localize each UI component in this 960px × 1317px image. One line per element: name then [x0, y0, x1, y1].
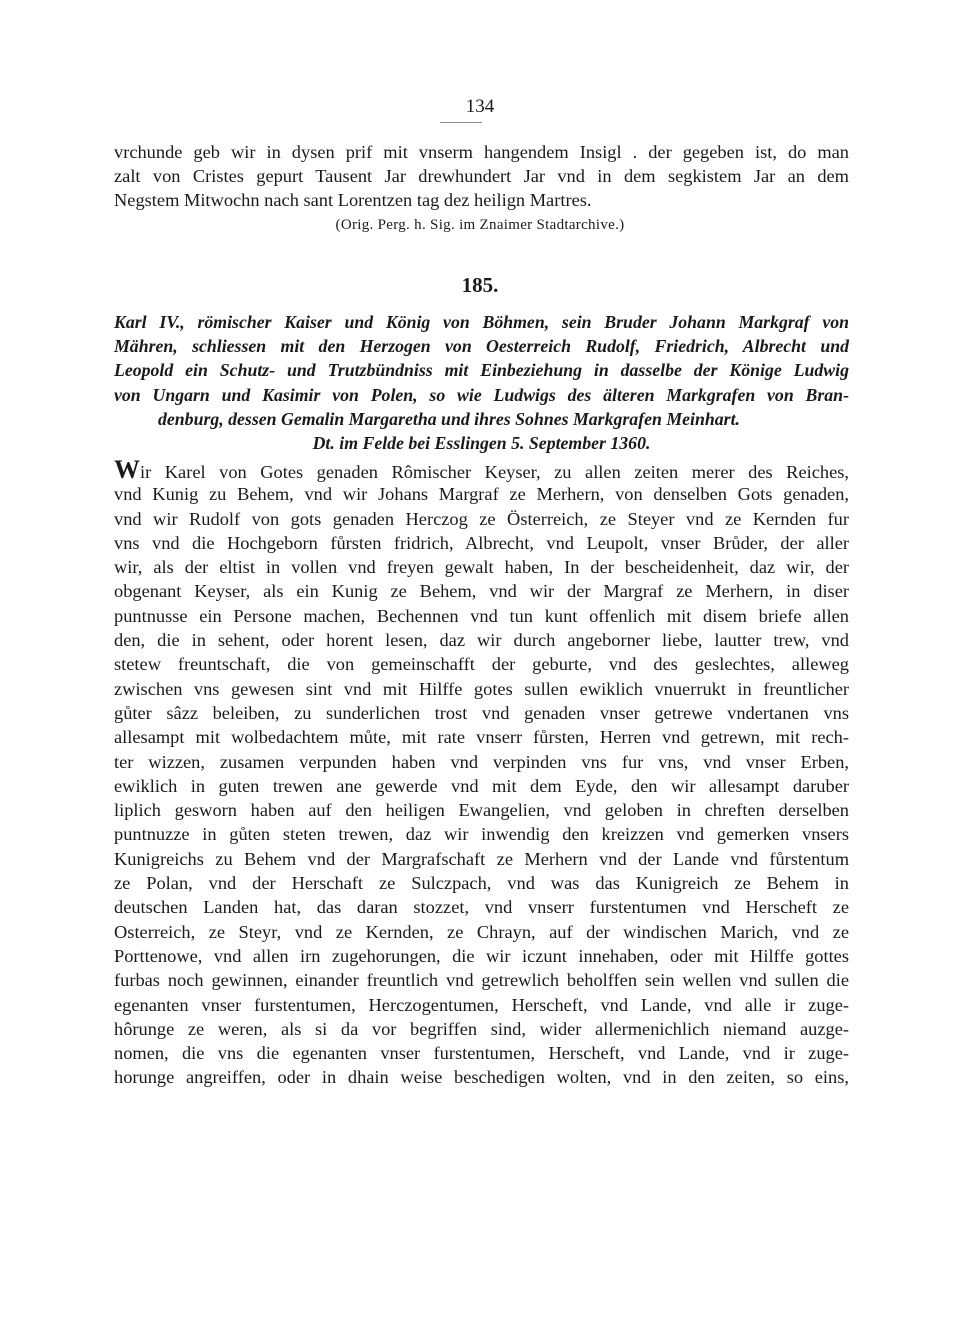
regest-summary: [114, 310, 849, 455]
body-line: Porttenowe, vnd allen irn zugehorungen, die wir iczunt innehaben, oder mit Hilffe gottes: [114, 945, 849, 966]
regest-date-line: Dt. im Felde bei Esslingen 5. September 1360.: [312, 432, 651, 453]
body-line: vnd wir Rudolf von gots genaden Herczog ze Österreich, ze Steyer vnd ze Kernden fur: [114, 508, 849, 529]
body-line: hôrunge ze weren, als si da vor begriffen sind, wider allermenichlich niemand auzge-: [114, 1018, 849, 1039]
body-line: deutschen Landen hat, das daran stozzet, vnd vnserr furstentumen vnd Herscheft ze: [114, 897, 849, 918]
body-line: puntnuzze in gůten steten trewen, daz wir inwendig den kreizzen vnd gemerken vnsers: [114, 824, 849, 845]
charter-body: [114, 455, 849, 1090]
body-line: wir, als der eltist in vollen vnd freyen gewalt haben, In der bescheidenheit, daz wir, der: [114, 557, 849, 578]
body-line: ewiklich in guten trewen ane gewerde vnd mit dem Eyde, den wir allesampt daruber: [114, 775, 849, 796]
regest-line: Mähren, schliessen mit den Herzogen von Oesterreich Rudolf, Friedrich, Albrecht und: [114, 336, 849, 357]
regest-line: von Ungarn und Kasimir von Polen, so wie Ludwigs des älteren Markgrafen von Bran-: [114, 384, 849, 405]
page-number-rule: [440, 122, 482, 123]
body-line: obgenant Keyser, als ein Kunig ze Behem, vnd wir der Margraf ze Merhern, in diser: [114, 581, 849, 602]
source-note: (Orig. Perg. h. Sig. im Znaimer Stadtarchive.): [335, 217, 625, 233]
page-number: 134: [465, 96, 495, 117]
body-line: stetew freuntschaft, die von gemeinschafft der geburte, vnd des geslechtes, alleweg: [114, 654, 849, 675]
body-line: zwischen vns gewesen sint vnd mit Hilffe gotes sullen ewiklich vnuerrukt in freuntlicher: [114, 678, 849, 699]
intro-paragraph: [114, 140, 849, 212]
body-first-line: [114, 455, 849, 484]
body-line: vns vnd die Hochgeborn fůrsten fridrich, Albrecht, vnd Leupolt, vnser Brůder, der aller: [114, 532, 849, 553]
body-line: Osterreich, ze Steyr, vnd ze Kernden, ze Chrayn, auf der windischen Marich, vnd ze: [114, 921, 849, 942]
body-line: den, die in sehent, oder horent lesen, daz wir durch angeborner liebe, lautter trew, vnd: [114, 630, 849, 651]
body-line: ze Polan, vnd der Herschaft ze Sulczpach, vnd was das Kunigreich ze Behem in: [114, 873, 849, 894]
body-line: horunge angreiffen, oder in dhain weise beschedigen wolten, vnd in den zeiten, so eins,: [114, 1067, 849, 1088]
regest-line: denburg, dessen Gemalin Margaretha und ihres Sohnes Markgrafen Meinhart.: [158, 408, 740, 429]
intro-line: Negstem Mitwochn nach sant Lorentzen tag dez heilign Martres.: [114, 190, 592, 210]
body-line: liplich gesworn haben auf den heiligen Ewangelien, vnd geloben in chreften derselben: [114, 800, 849, 821]
document-number: 185.: [461, 273, 499, 297]
intro-line: zalt von Cristes gepurt Tausent Jar drewhundert Jar vnd in dem segkistem Jar an dem: [114, 166, 849, 186]
body-line: allesampt mit wolbedachtem můte, mit rate vnserr fůrsten, Herren vnd getrewn, mit rech-: [114, 727, 849, 748]
body-line: puntnusse ein Persone machen, Bechennen vnd tun kunt offenlich mit disem briefe allen: [114, 605, 849, 626]
body-line: Kunigreichs zu Behem vnd der Margrafschaft ze Merhern vnd der Lande vnd fůrstentum: [114, 848, 849, 869]
body-line: gůter sâzz beleiben, zu sunderlichen trost vnd genaden vnser getrewe vndertanen vns: [114, 702, 849, 723]
body-first-line-text: ir Karel von Gotes genaden Rômischer Keyser, zu allen zeiten merer des Reiches,: [140, 462, 849, 482]
intro-line: vrchunde geb wir in dysen prif mit vnserm hangendem Insigl . der gegeben ist, do man: [114, 142, 849, 162]
regest-line: Karl IV., römischer Kaiser und König von Böhmen, sein Bruder Johann Markgraf von: [114, 312, 849, 332]
regest-line: Leopold ein Schutz- und Trutzbündniss mit Einbeziehung in dasselbe der Könige Ludwig: [114, 360, 849, 381]
body-line: furbas noch gewinnen, einander freuntlich vnd getrewlich beholffen sein wellen vnd sullen die: [114, 970, 849, 991]
body-line: ter wizzen, zusamen verpunden haben vnd verpinden vns fur vns, vnd vnser Erben,: [114, 751, 849, 772]
body-line: nomen, die vns die egenanten vnser furstentumen, Herscheft, vnd Lande, vnd ir zuge-: [114, 1043, 849, 1064]
body-line: egenanten vnser furstentumen, Herczogentumen, Herscheft, vnd Lande, vnd alle ir zuge-: [114, 994, 849, 1015]
body-line: vnd Kunig zu Behem, vnd wir Johans Margraf ze Merhern, von denselben Gots genaden,: [114, 484, 849, 505]
drop-initial: W: [114, 455, 140, 484]
